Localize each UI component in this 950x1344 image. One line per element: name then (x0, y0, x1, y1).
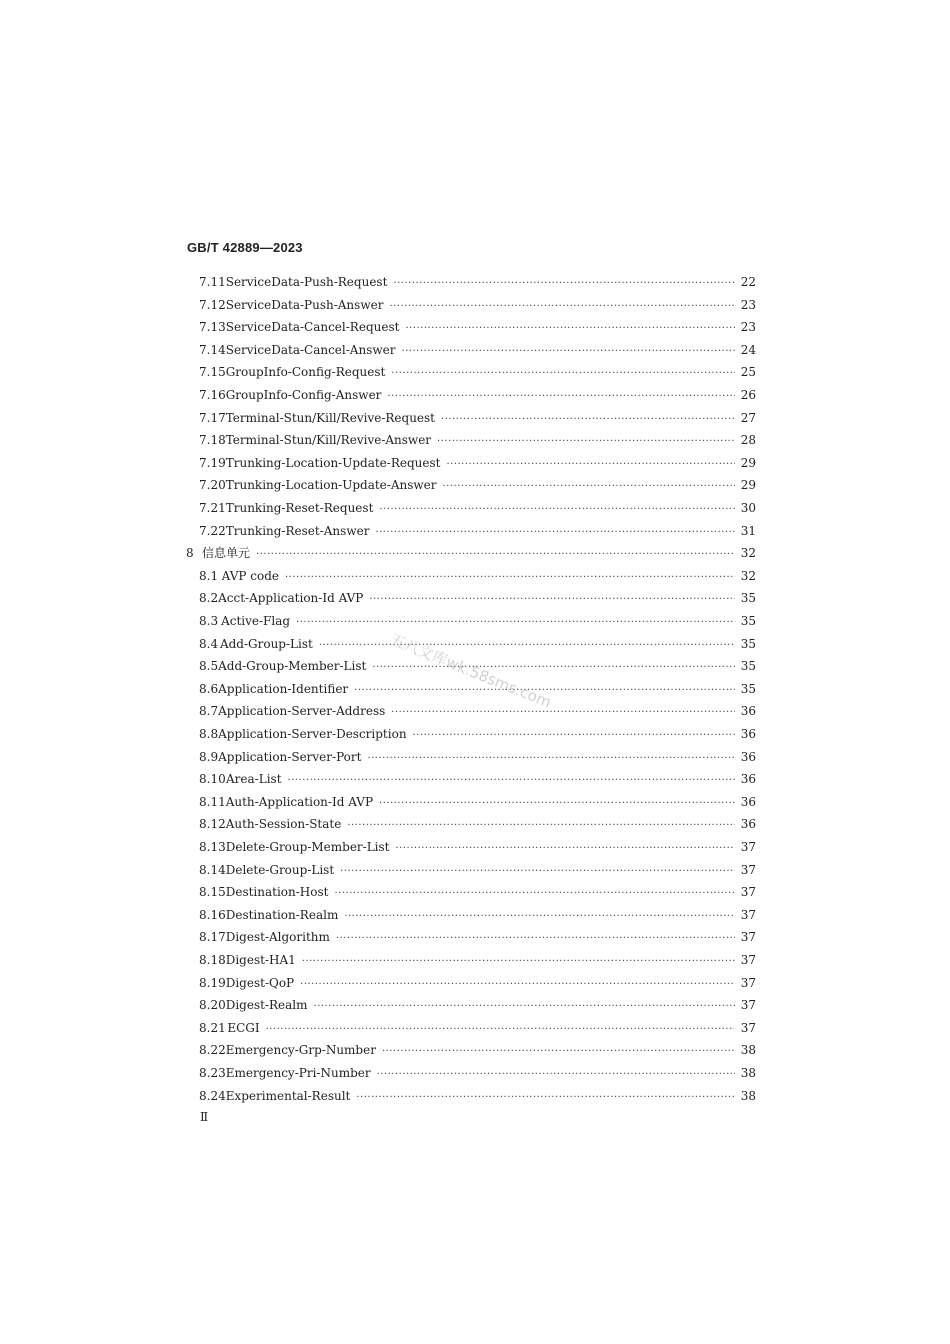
toc-entry-title: Terminal-Stun/Kill/Revive-Answer (225, 433, 432, 448)
toc-entry-number: 7.19 (199, 455, 226, 470)
toc-entry (199, 566, 756, 586)
toc-entry-page: 35 (740, 681, 756, 696)
toc-entry-number: 8.21 (199, 1020, 226, 1035)
dot-leader (413, 726, 735, 746)
toc-entry-number: 8 (186, 546, 194, 561)
toc-entry-number: 8.8 (199, 727, 219, 741)
toc-entry-page: 36 (740, 727, 756, 741)
toc-entry (199, 498, 756, 518)
toc-entry-page: 35 (740, 614, 756, 628)
toc-entry-page: 37 (740, 998, 756, 1013)
toc-entry-page: 22 (740, 275, 756, 289)
dot-leader (437, 432, 735, 452)
toc-entry-page: 38 (740, 1088, 756, 1103)
toc-entry (199, 634, 756, 654)
dot-leader (319, 636, 735, 656)
watermark: 五八文库wk.58sms.com (387, 630, 554, 712)
toc-entry-title: Trunking-Location-Update-Request (225, 455, 441, 470)
toc-entry-page: 26 (740, 388, 756, 402)
toc-entry-title: ServiceData-Push-Answer (225, 297, 384, 312)
toc-entry-title: Trunking-Reset-Request (225, 501, 374, 515)
toc-entry-page: 28 (740, 433, 756, 448)
toc-entry-number: 8.15 (199, 885, 226, 900)
toc-entry-title: Delete-Group-Member-List (225, 840, 390, 854)
dot-leader (367, 749, 734, 769)
toc-entry-title: Experimental-Result (225, 1088, 351, 1103)
dot-leader (379, 794, 735, 814)
toc-entry-page: 23 (740, 320, 756, 335)
toc-entry (199, 882, 756, 902)
dot-leader (334, 884, 734, 904)
toc-entry-number: 8.7 (199, 704, 219, 719)
toc-entry-number: 8.9 (199, 749, 219, 764)
toc-entry-number: 8.18 (199, 953, 226, 967)
dot-leader (382, 1042, 735, 1062)
toc-entry (199, 453, 756, 473)
toc-entry-title: Digest-Realm (225, 998, 308, 1013)
dot-leader (443, 477, 735, 497)
toc-entry (199, 521, 756, 541)
toc-entry (199, 611, 756, 631)
toc-entry-number: 8.19 (199, 975, 226, 990)
toc-entry-title: Area-List (226, 772, 282, 787)
toc-entry-page: 23 (740, 297, 756, 312)
toc-entry-title: GroupInfo-Config-Request (225, 365, 386, 380)
toc-entry-page: 37 (740, 840, 756, 854)
toc-entry-number: 7.16 (199, 388, 226, 402)
toc-entry-title: Trunking-Reset-Answer (225, 523, 370, 538)
toc-entry (199, 1018, 756, 1038)
dot-leader (356, 1088, 734, 1108)
toc-entry-page: 38 (740, 1066, 756, 1080)
toc-entry-title: Application-Server-Address (218, 704, 386, 719)
toc-entry-number: 7.21 (199, 501, 226, 515)
toc-entry-title: Terminal-Stun/Kill/Revive-Request (225, 410, 436, 425)
toc-entry (199, 1040, 756, 1060)
toc-entry-number: 8.17 (199, 930, 226, 945)
dot-leader (379, 500, 734, 520)
toc-entry-number: 7.15 (199, 365, 226, 380)
toc-entry-title: Application-Identifier (218, 681, 349, 696)
toc-entry-number: 8.13 (199, 840, 226, 854)
toc-entry-page: 36 (740, 817, 756, 832)
toc-entry (199, 385, 756, 405)
toc-entry (199, 317, 756, 337)
toc-entry-title: ServiceData-Cancel-Answer (225, 342, 396, 357)
dot-leader (302, 952, 735, 972)
toc-entry (199, 408, 756, 428)
toc-entry-number: 8.12 (199, 817, 226, 832)
dot-leader (391, 364, 734, 384)
toc-entry-title: Delete-Group-List (225, 862, 335, 877)
toc-entry-number: 7.18 (199, 433, 226, 448)
toc-entry-title: ServiceData-Push-Request (225, 275, 388, 289)
toc-entry (199, 1086, 756, 1106)
toc-entry (199, 814, 756, 834)
dot-leader (296, 613, 735, 633)
dot-leader (288, 771, 735, 791)
toc-entry (199, 295, 756, 315)
toc-entry-title: Active-Flag (221, 614, 291, 628)
toc-entry-page: 32 (740, 546, 756, 561)
toc-entry-title: 信息单元 (202, 546, 251, 561)
dot-leader (393, 274, 734, 294)
toc-entry-number: 7.11 (199, 275, 226, 289)
toc-entry (199, 272, 756, 292)
dot-leader (285, 568, 735, 588)
dot-leader (336, 929, 735, 949)
dot-leader (300, 975, 735, 995)
toc-entry (199, 1063, 756, 1083)
dot-leader (441, 410, 735, 430)
toc-entry-title: ECGI (227, 1020, 260, 1035)
toc-entry-number: 8.3 (199, 614, 219, 628)
toc-entry (199, 588, 756, 608)
toc-entry-number: 7.14 (199, 342, 226, 357)
toc-entry-page: 36 (740, 704, 756, 719)
dot-leader (389, 297, 734, 317)
toc-entry-page: 37 (740, 953, 756, 967)
toc-entry-title: Digest-Algorithm (225, 930, 330, 945)
toc-entry-page: 31 (740, 523, 756, 538)
dot-leader (405, 319, 734, 339)
dot-leader (314, 997, 735, 1017)
toc-entry-page: 37 (740, 862, 756, 877)
toc-entry (199, 905, 756, 925)
toc-entry (199, 950, 756, 970)
toc-entry-title: Destination-Realm (225, 907, 339, 922)
toc-entry-page: 27 (740, 410, 756, 425)
dot-leader (344, 907, 734, 927)
toc-entry-number: 8.23 (199, 1066, 226, 1080)
toc-entry-title: Digest-HA1 (225, 953, 296, 967)
dot-leader (377, 1065, 735, 1085)
toc-entry (199, 837, 756, 857)
toc-entry-title: Add-Group-List (219, 636, 313, 651)
dot-leader (340, 862, 735, 882)
toc-entry-number: 8.24 (199, 1088, 226, 1103)
toc-entry (199, 769, 756, 789)
toc-entry-number: 8.20 (199, 998, 226, 1013)
dot-leader (401, 342, 734, 362)
toc-entry (199, 860, 756, 880)
toc-entry-number: 8.14 (199, 862, 226, 877)
toc-entry-number: 8.2 (199, 591, 219, 606)
toc-entry-page: 25 (740, 365, 756, 380)
toc-entry-number: 7.13 (199, 320, 226, 335)
toc-entry (186, 543, 756, 563)
toc-entry-page: 36 (740, 772, 756, 787)
toc-entry-number: 7.20 (199, 478, 226, 493)
toc-entry-page: 35 (740, 636, 756, 651)
toc-entry-title: Application-Server-Port (218, 749, 362, 764)
toc-entry (199, 792, 756, 812)
toc-entry-title: Auth-Application-Id AVP (225, 794, 374, 809)
toc-entry-title: Destination-Host (225, 885, 329, 900)
toc-entry-title: ServiceData-Cancel-Request (225, 320, 400, 335)
toc-entry-title: Add-Group-Member-List (218, 659, 367, 674)
toc-entry (199, 475, 756, 495)
toc-entry-page: 37 (740, 907, 756, 922)
toc-entry-title: Acct-Application-Id AVP (218, 591, 364, 606)
toc-entry-page: 36 (740, 749, 756, 764)
toc-entry-title: Trunking-Location-Update-Answer (225, 478, 437, 493)
toc-entry-number: 8.4 (199, 636, 219, 651)
toc-entry-page: 32 (740, 568, 756, 583)
toc-entry-page: 36 (740, 794, 756, 809)
dot-leader (266, 1020, 735, 1040)
toc-entry (199, 340, 756, 360)
toc-entry-page: 29 (740, 455, 756, 470)
toc-entry-number: 8.6 (199, 681, 219, 696)
toc-entry (199, 995, 756, 1015)
toc-entry-number: 7.12 (199, 297, 226, 312)
toc-entry-page: 35 (740, 659, 756, 674)
toc-entry-page: 30 (740, 501, 756, 515)
toc-entry-number: 8.16 (199, 907, 226, 922)
dot-leader (375, 523, 734, 543)
toc-entry-title: Application-Server-Description (218, 727, 407, 741)
toc-entry-page: 35 (740, 591, 756, 606)
toc-entry-title: Emergency-Grp-Number (225, 1043, 376, 1058)
toc-entry (199, 724, 756, 744)
toc-entry (199, 927, 756, 947)
toc-entry-page: 37 (740, 930, 756, 945)
dot-leader (256, 545, 734, 565)
toc-entry (199, 362, 756, 382)
toc-entry (199, 701, 756, 721)
standard-number-header: GB/T 42889—2023 (187, 240, 303, 255)
toc-entry-title: Auth-Session-State (225, 817, 342, 832)
toc-entry (199, 430, 756, 450)
dot-leader (446, 455, 734, 475)
toc-entry-number: 7.17 (199, 410, 226, 425)
toc-entry-number: 8.11 (199, 794, 226, 809)
dot-leader (391, 703, 734, 723)
toc-entry-page: 24 (740, 342, 756, 357)
toc-entry-page: 37 (740, 885, 756, 900)
page-number-footer: Ⅱ (200, 1110, 209, 1124)
toc-entry-title: Emergency-Pri-Number (225, 1066, 371, 1080)
dot-leader (396, 839, 735, 859)
toc-entry-number: 8.22 (199, 1043, 226, 1058)
toc-entry (199, 973, 756, 993)
toc-entry-page: 37 (740, 1020, 756, 1035)
toc-entry-page: 38 (740, 1043, 756, 1058)
dot-leader (369, 590, 734, 610)
toc-entry-number: 8.1 (199, 568, 219, 583)
toc-entry-page: 37 (740, 975, 756, 990)
toc-entry-page: 29 (740, 478, 756, 493)
toc-entry (199, 747, 756, 767)
toc-entry-title: GroupInfo-Config-Answer (225, 388, 382, 402)
dot-leader (387, 387, 734, 407)
toc-entry-number: 7.22 (199, 523, 226, 538)
toc-entry-number: 8.10 (199, 772, 226, 787)
toc-entry-number: 8.5 (199, 659, 219, 674)
toc-entry-title: AVP code (221, 568, 279, 583)
toc-entry-title: Digest-QoP (225, 975, 295, 990)
dot-leader (347, 816, 734, 836)
